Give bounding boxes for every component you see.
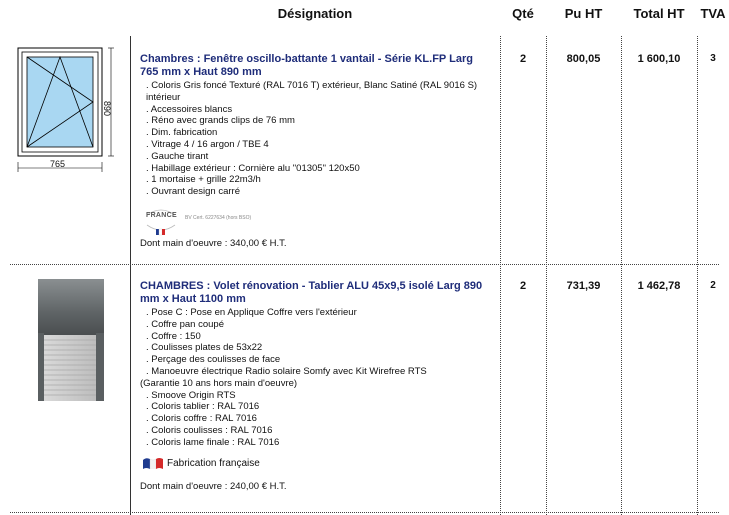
row2-qty: 2: [519, 280, 527, 292]
shutter-image: [36, 279, 106, 401]
col-sep-2: [500, 36, 501, 515]
window-height-label: 890: [102, 101, 112, 117]
row1-total: 1 600,10: [637, 53, 681, 65]
row2-details: [140, 307, 490, 449]
window-width-label: 765: [50, 159, 66, 169]
row2-line: . Smoove Origin RTS: [146, 389, 236, 401]
row2-line: . Coloris lame finale : RAL 7016: [146, 436, 280, 448]
row2-line: . Coloris coulisses : RAL 7016: [146, 424, 273, 436]
row2-title: CHAMBRES : Volet rénovation - Tablier ALU 45x9,5 isolé Larg 890 mm x Haut 1100 mm: [140, 280, 483, 305]
col-sep-5: [697, 36, 698, 515]
row-separator: [10, 512, 719, 513]
fabrication-label: Fabrication française: [167, 457, 260, 469]
row1-title: Chambres : Fenêtre oscillo-battante 1 vantail - Série KL.FP Larg 765 mm x Haut 890 mm: [140, 53, 473, 78]
header-unit-price: Pu HT: [564, 5, 603, 21]
header-total: Total HT: [633, 5, 685, 21]
col-sep-1: [130, 36, 131, 515]
row2-line: . Coloris tablier : RAL 7016: [146, 401, 260, 413]
row2-line: . Manoeuvre électrique Radio solaire Somfy avec Kit Wirefree RTS: [146, 365, 427, 377]
row1-line: . Habillage extérieur : Cornière alu "01305" 120x50: [146, 162, 360, 174]
header-qty: Qté: [512, 5, 534, 21]
french-flag-icon: [143, 457, 163, 469]
row2-line: . Coulisses plates de 53x22: [146, 342, 263, 354]
row2-line: . Perçage des coulisses de face: [146, 354, 281, 366]
header-vat: TVA: [700, 5, 726, 21]
row1-unit-price: 800,05: [566, 53, 601, 65]
header-designation: Désignation: [277, 5, 353, 21]
row1-line: . Accessoires blancs: [146, 103, 233, 115]
row1-details: [140, 80, 490, 198]
row2-unit-price: 731,39: [566, 280, 601, 292]
row2-vat: 2: [710, 280, 716, 291]
col-sep-3: [546, 36, 547, 515]
row1-line: . Gauche tirant: [146, 150, 209, 162]
row1-labor: Dont main d'oeuvre : 340,00 € H.T.: [140, 238, 287, 249]
row-separator: [10, 264, 719, 265]
row1-vat: 3: [710, 53, 716, 64]
certification-note: BV Cert. 6227634 (hors BSO): [185, 215, 252, 221]
row1-line: . Vitrage 4 / 16 argon / TBE 4: [146, 138, 269, 150]
fabrication-francaise: [143, 457, 260, 469]
row1-line: . Réno avec grands clips de 76 mm: [146, 115, 295, 127]
row2-line: . Coffre pan coupé: [146, 318, 224, 330]
france-badge: [143, 203, 179, 237]
row2-line: . Pose C : Pose en Applique Coffre vers l'extérieur: [146, 307, 357, 318]
row1-line: . 1 mortaise + grille 22m3/h: [146, 174, 261, 186]
row2-total: 1 462,78: [637, 280, 681, 292]
row1-line: . Coloris Gris foncé Texturé (RAL 7016 T) extérieur, Blanc Satiné (RAL 9016 S) intérieur: [146, 80, 478, 103]
row1-qty: 2: [519, 53, 527, 65]
row2-line: . Coloris coffre : RAL 7016: [146, 413, 257, 425]
row2-line: (Garantie 10 ans hors main d'oeuvre): [140, 377, 298, 389]
row2-line: . Coffre : 150: [146, 330, 201, 342]
row1-line: . Dim. fabrication: [146, 127, 218, 139]
france-badge-label: FRANCE: [146, 212, 177, 219]
row1-line: . Ouvrant design carré: [146, 186, 240, 198]
row2-labor: Dont main d'oeuvre : 240,00 € H.T.: [140, 481, 287, 492]
col-sep-4: [621, 36, 622, 515]
